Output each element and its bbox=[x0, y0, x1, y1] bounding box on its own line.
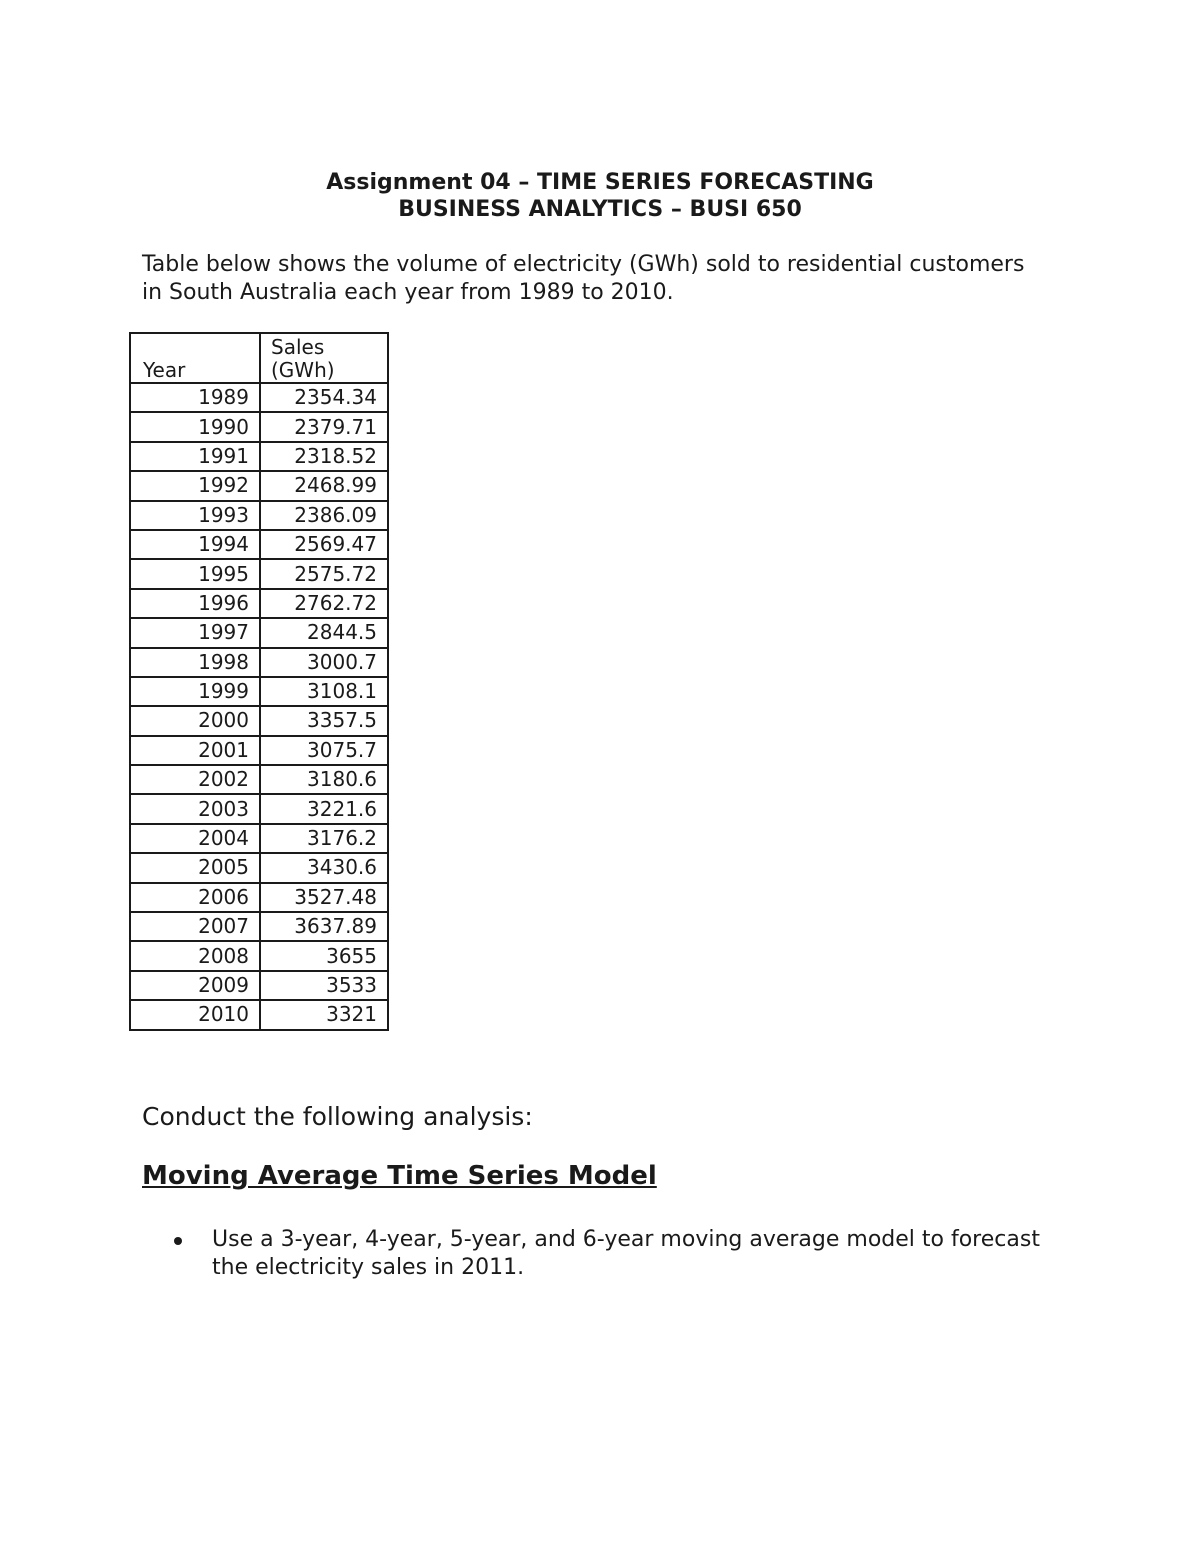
year-cell: 2005 bbox=[130, 853, 260, 882]
year-cell: 2007 bbox=[130, 912, 260, 941]
table-row bbox=[130, 442, 388, 471]
sales-cell: 3000.7 bbox=[260, 648, 388, 677]
sales-cell: 3357.5 bbox=[260, 706, 388, 735]
table-row bbox=[130, 618, 388, 647]
sales-cell: 3430.6 bbox=[260, 853, 388, 882]
year-cell: 1992 bbox=[130, 471, 260, 500]
table-row bbox=[130, 412, 388, 441]
bullet-icon bbox=[174, 1237, 182, 1245]
year-cell: 1994 bbox=[130, 530, 260, 559]
year-cell: 2006 bbox=[130, 883, 260, 912]
table-row bbox=[130, 912, 388, 941]
sales-cell: 2762.72 bbox=[260, 589, 388, 618]
sales-cell: 3075.7 bbox=[260, 736, 388, 765]
table-row bbox=[130, 971, 388, 1000]
table-row bbox=[130, 383, 388, 412]
year-cell: 2003 bbox=[130, 794, 260, 823]
sales-cell: 3655 bbox=[260, 941, 388, 970]
table-row bbox=[130, 853, 388, 882]
sales-header-line2: (GWh) bbox=[271, 358, 335, 382]
sales-cell: 2468.99 bbox=[260, 471, 388, 500]
sales-cell: 2844.5 bbox=[260, 618, 388, 647]
sales-cell: 2575.72 bbox=[260, 559, 388, 588]
table-row bbox=[130, 736, 388, 765]
year-cell: 2000 bbox=[130, 706, 260, 735]
table-row bbox=[130, 530, 388, 559]
sales-cell: 3533 bbox=[260, 971, 388, 1000]
year-cell: 1997 bbox=[130, 618, 260, 647]
table-row bbox=[130, 501, 388, 530]
table-row bbox=[130, 706, 388, 735]
list-item bbox=[142, 1226, 1042, 1282]
sales-cell: 3180.6 bbox=[260, 765, 388, 794]
intro-paragraph: Table below shows the volume of electricity (GWh) sold to residential customers in South Australia each year from 1989 to 2010. bbox=[142, 252, 1025, 305]
year-cell: 1990 bbox=[130, 412, 260, 441]
table-row bbox=[130, 559, 388, 588]
table-row bbox=[130, 765, 388, 794]
task-list bbox=[142, 1226, 1042, 1282]
list-item-text: Use a 3-year, 4-year, 5-year, and 6-year moving average model to forecast the electricity sales in 2011. bbox=[212, 1227, 1040, 1280]
sales-cell: 2386.09 bbox=[260, 501, 388, 530]
sales-cell: 3637.89 bbox=[260, 912, 388, 941]
course-subtitle: BUSINESS ANALYTICS – BUSI 650 bbox=[398, 197, 802, 222]
year-cell: 2004 bbox=[130, 824, 260, 853]
table-row bbox=[130, 1000, 388, 1029]
sales-cell: 2379.71 bbox=[260, 412, 388, 441]
table-row bbox=[130, 883, 388, 912]
sales-cell: 3108.1 bbox=[260, 677, 388, 706]
table-row bbox=[130, 677, 388, 706]
year-cell: 1999 bbox=[130, 677, 260, 706]
sales-cell: 2569.47 bbox=[260, 530, 388, 559]
table-row bbox=[130, 824, 388, 853]
table-row bbox=[130, 941, 388, 970]
table-body bbox=[130, 383, 388, 1030]
section-heading: Moving Average Time Series Model bbox=[142, 1161, 657, 1191]
table-header-row bbox=[130, 333, 388, 383]
year-cell: 2001 bbox=[130, 736, 260, 765]
sales-cell: 2354.34 bbox=[260, 383, 388, 412]
year-cell: 2008 bbox=[130, 941, 260, 970]
year-column-header bbox=[130, 333, 260, 383]
sales-cell: 3527.48 bbox=[260, 883, 388, 912]
sales-cell: 3321 bbox=[260, 1000, 388, 1029]
electricity-sales-table bbox=[129, 332, 389, 1031]
table-row bbox=[130, 589, 388, 618]
year-cell: 1998 bbox=[130, 648, 260, 677]
sales-column-header bbox=[260, 333, 388, 383]
year-cell: 2009 bbox=[130, 971, 260, 1000]
year-cell: 1995 bbox=[130, 559, 260, 588]
year-cell: 2010 bbox=[130, 1000, 260, 1029]
sales-cell: 3176.2 bbox=[260, 824, 388, 853]
sales-cell: 2318.52 bbox=[260, 442, 388, 471]
year-cell: 2002 bbox=[130, 765, 260, 794]
year-cell: 1996 bbox=[130, 589, 260, 618]
table-row bbox=[130, 471, 388, 500]
sales-header-line1: Sales bbox=[271, 335, 325, 359]
sales-cell: 3221.6 bbox=[260, 794, 388, 823]
year-cell: 1989 bbox=[130, 383, 260, 412]
document-title: Assignment 04 – TIME SERIES FORECASTING bbox=[326, 170, 874, 195]
year-cell: 1991 bbox=[130, 442, 260, 471]
year-cell: 1993 bbox=[130, 501, 260, 530]
conduct-instruction: Conduct the following analysis: bbox=[142, 1102, 533, 1131]
table-row bbox=[130, 794, 388, 823]
year-header-label: Year bbox=[143, 358, 186, 382]
table-row bbox=[130, 648, 388, 677]
